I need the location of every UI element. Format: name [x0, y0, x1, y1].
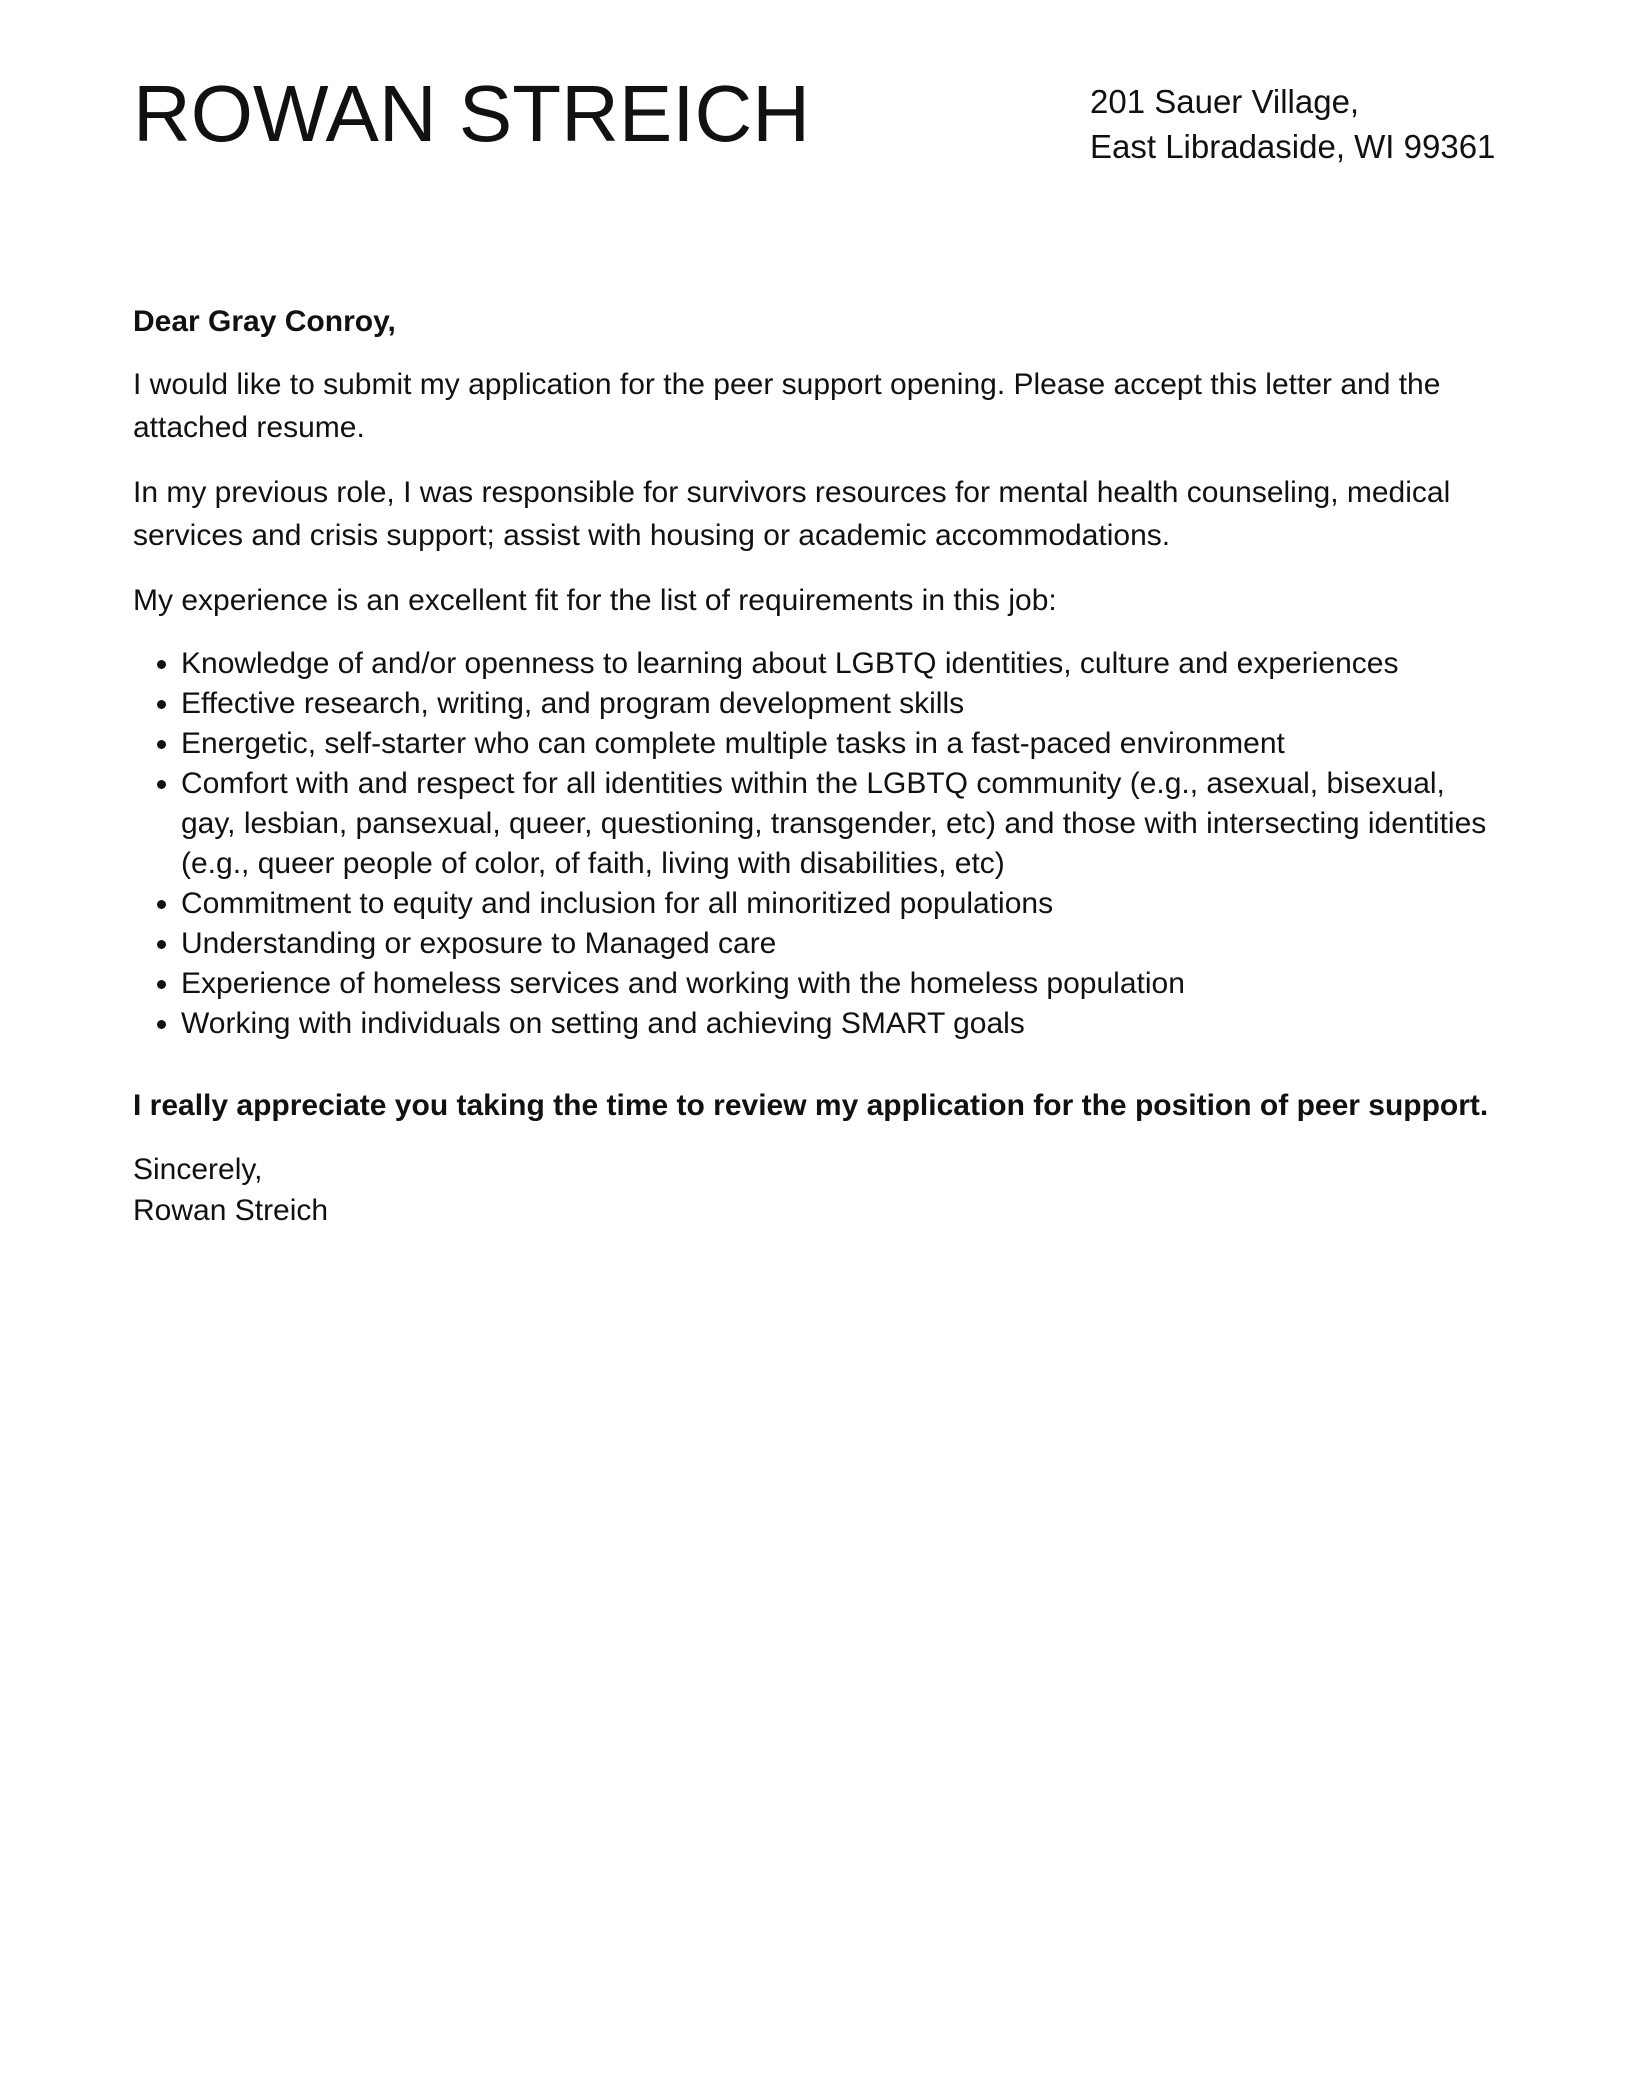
list-item: • Energetic, self-starter who can complete multiple tasks in a fast-paced environment: [181, 724, 1499, 764]
intro-paragraph: I would like to submit my application for the peer support opening. Please accept this letter and the attached resume.: [133, 368, 1441, 444]
list-item: • Working with individuals on setting and achieving SMART goals: [181, 1004, 1499, 1044]
applicant-name: ROWAN STREICH: [133, 69, 811, 158]
sign-off: [133, 1149, 1499, 1231]
list-item: • Commitment to equity and inclusion for all minoritized populations: [181, 884, 1499, 924]
closing-statement: I really appreciate you taking the time to review my application for the position of peer support.: [133, 1089, 1489, 1122]
address-line-2: East Libradaside, WI 99361: [1090, 128, 1496, 165]
list-item: • Experience of homeless services and working with the homeless population: [181, 964, 1499, 1004]
signature-name: Rowan Streich: [133, 1194, 329, 1227]
list-item: • Comfort with and respect for all identities within the LGBTQ community (e.g., asexual, bisexual, gay, lesbian, pansexual, queer, questioning, transgender, etc) and those with intersecting identities (e.g., queer people of color, of faith, living with disabilities, etc): [181, 764, 1499, 884]
letter-body: [133, 300, 1499, 1231]
requirements-intro: My experience is an excellent fit for the list of requirements in this job:: [133, 584, 1057, 617]
list-item: • Effective research, writing, and program development skills: [181, 684, 1499, 724]
salutation: Dear Gray Conroy,: [133, 305, 396, 338]
sign-off-phrase: Sincerely,: [133, 1153, 263, 1186]
list-item: • Understanding or exposure to Managed care: [181, 924, 1499, 964]
experience-paragraph: In my previous role, I was responsible for survivors resources for mental health counseling, medical services and crisis support; assist with housing or academic accommodations.: [133, 476, 1451, 552]
list-item: • Knowledge of and/or openness to learning about LGBTQ identities, culture and experiences: [181, 644, 1499, 684]
applicant-address: [1090, 79, 1495, 169]
requirements-list: [133, 644, 1499, 1044]
letter-header: [133, 0, 1499, 300]
address-line-1: 201 Sauer Village,: [1090, 83, 1360, 120]
